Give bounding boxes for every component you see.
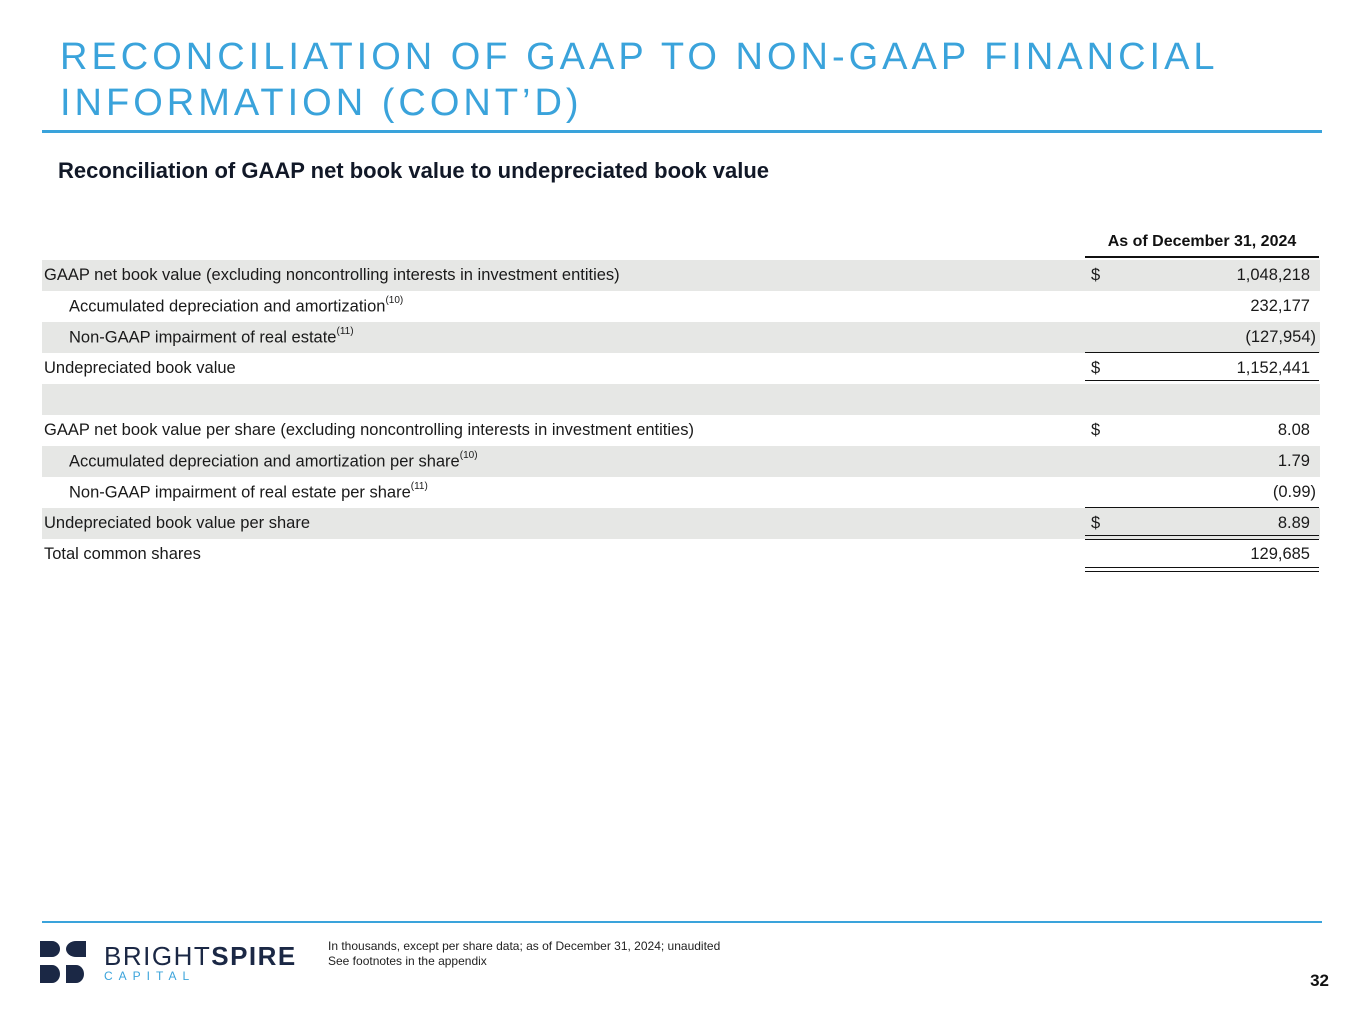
section-subtitle: Reconciliation of GAAP net book value to undepreciated book value xyxy=(58,158,770,183)
column-header: As of December 31, 2024 xyxy=(1107,233,1297,250)
title-divider xyxy=(42,130,1322,133)
table-row xyxy=(42,260,1320,291)
column-header-underline xyxy=(1085,256,1319,258)
footnote-ref: (11) xyxy=(410,481,428,492)
table-row-spacer xyxy=(42,384,1320,415)
logo-subtitle: CAPITAL xyxy=(104,969,196,983)
row-label: Accumulated depreciation and amortization per share$^{(10)}$ xyxy=(69,450,478,471)
table-row xyxy=(42,353,1320,384)
table-row xyxy=(42,446,1320,477)
row-value: 8.08 xyxy=(1277,421,1310,439)
table-row xyxy=(42,322,1320,353)
row-value: 1.79 xyxy=(1277,452,1310,470)
currency-symbol: $ xyxy=(1091,359,1101,377)
row-value: (127,954) xyxy=(1245,328,1316,346)
reconciliation-table xyxy=(42,260,1320,570)
row-label: Total common shares xyxy=(44,545,201,563)
footnote-ref: (10) xyxy=(459,450,478,461)
table-row xyxy=(42,291,1320,322)
page-number: 32 xyxy=(1310,971,1329,990)
page-title: RECONCILIATION OF GAAP TO NON-GAAP FINANCIAL INFORMATION (CONT’D) xyxy=(60,36,1218,124)
logo-wordmark: BRIGHTSPIRE xyxy=(104,941,297,971)
row-value: 232,177 xyxy=(1250,297,1310,315)
row-label: Non-GAAP impairment of real estate per share$^{(11)}$ xyxy=(69,481,428,502)
row-value: 8.89 xyxy=(1277,514,1310,532)
row-label: Accumulated depreciation and amortization$^{(10)}$ xyxy=(69,295,404,316)
currency-symbol: $ xyxy=(1091,421,1101,439)
row-value: 1,152,441 xyxy=(1236,359,1310,377)
row-value: 1,048,218 xyxy=(1236,266,1310,284)
row-label: Undepreciated book value xyxy=(44,359,236,377)
row-label: Undepreciated book value per share xyxy=(44,514,311,532)
footnote-ref: (11) xyxy=(336,326,354,337)
table-row xyxy=(42,508,1320,539)
row-label: GAAP net book value (excluding noncontrolling interests in investment entities) xyxy=(44,266,620,284)
logo-mark-icon xyxy=(40,941,88,983)
footnote-ref: (10) xyxy=(385,295,404,306)
currency-symbol: $ xyxy=(1091,514,1101,532)
row-label: Non-GAAP impairment of real estate$^{(11)}$ xyxy=(69,326,354,347)
table-row xyxy=(42,415,1320,446)
total-double-rule xyxy=(1085,567,1319,572)
currency-symbol: $ xyxy=(1091,266,1101,284)
footnote-text: In thousands, except per share data; as of December 31, 2024; unaudited See footnotes in the appendix xyxy=(328,939,721,968)
row-value: (0.99) xyxy=(1272,483,1316,501)
footer-divider xyxy=(42,921,1322,923)
table-row xyxy=(42,477,1320,508)
table-row xyxy=(42,539,1320,570)
row-label: GAAP net book value per share (excluding noncontrolling interests in investment entities) xyxy=(44,421,694,439)
row-value: 129,685 xyxy=(1250,545,1310,563)
